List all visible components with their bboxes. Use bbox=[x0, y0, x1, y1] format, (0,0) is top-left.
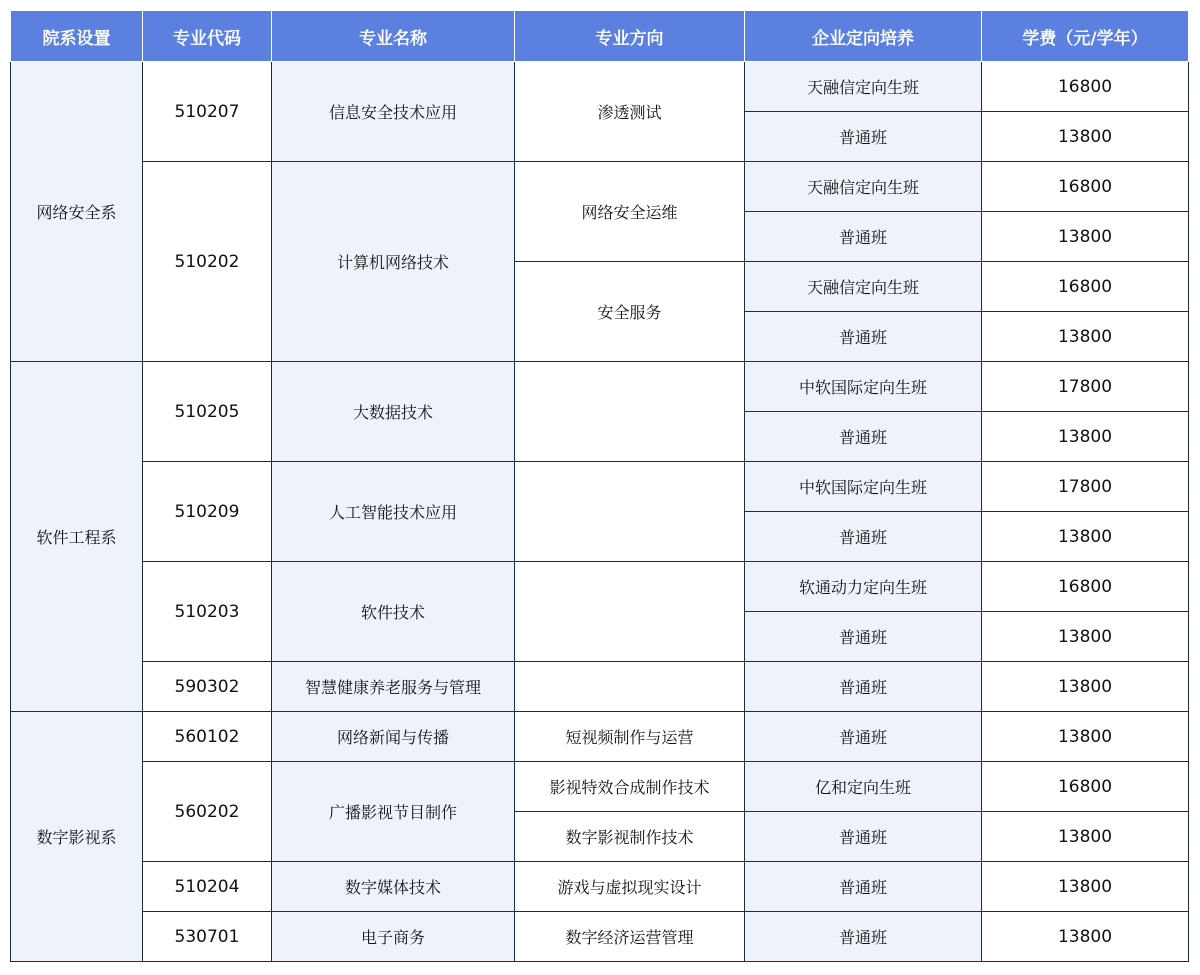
table-row bbox=[11, 162, 1189, 212]
class-cell: 天融信定向生班 bbox=[745, 162, 982, 212]
class-cell: 天融信定向生班 bbox=[745, 262, 982, 312]
direction-cell: 网络安全运维 bbox=[515, 162, 745, 262]
major-code-cell: 510209 bbox=[143, 462, 272, 562]
fee-cell: 17800 bbox=[982, 362, 1189, 412]
major-code-cell: 560202 bbox=[143, 762, 272, 862]
table-row bbox=[11, 662, 1189, 712]
fee-cell: 13800 bbox=[982, 412, 1189, 462]
header-major-code: 专业代码 bbox=[143, 11, 272, 62]
department-cell: 数字影视系 bbox=[11, 712, 143, 962]
major-name-cell: 信息安全技术应用 bbox=[272, 62, 515, 162]
major-code-cell: 510204 bbox=[143, 862, 272, 912]
fee-cell: 16800 bbox=[982, 262, 1189, 312]
class-cell: 普通班 bbox=[745, 212, 982, 262]
fee-cell: 13800 bbox=[982, 612, 1189, 662]
major-code-cell: 510207 bbox=[143, 62, 272, 162]
class-cell: 普通班 bbox=[745, 312, 982, 362]
fee-cell: 16800 bbox=[982, 62, 1189, 112]
header-row bbox=[11, 11, 1189, 62]
class-cell: 普通班 bbox=[745, 862, 982, 912]
major-name-cell: 广播影视节目制作 bbox=[272, 762, 515, 862]
major-name-cell: 智慧健康养老服务与管理 bbox=[272, 662, 515, 712]
class-cell: 中软国际定向生班 bbox=[745, 362, 982, 412]
fee-cell: 13800 bbox=[982, 862, 1189, 912]
fee-cell: 13800 bbox=[982, 912, 1189, 962]
table-row bbox=[11, 562, 1189, 612]
table-row bbox=[11, 912, 1189, 962]
class-cell: 普通班 bbox=[745, 412, 982, 462]
class-cell: 普通班 bbox=[745, 512, 982, 562]
direction-cell: 短视频制作与运营 bbox=[515, 712, 745, 762]
major-code-cell: 510203 bbox=[143, 562, 272, 662]
class-cell: 普通班 bbox=[745, 812, 982, 862]
fee-cell: 16800 bbox=[982, 562, 1189, 612]
header-tuition: 学费（元/学年） bbox=[982, 11, 1189, 62]
direction-cell-empty bbox=[515, 462, 745, 562]
major-name-cell: 数字媒体技术 bbox=[272, 862, 515, 912]
header-department: 院系设置 bbox=[11, 11, 143, 62]
fee-cell: 13800 bbox=[982, 712, 1189, 762]
class-cell: 普通班 bbox=[745, 712, 982, 762]
table-row bbox=[11, 862, 1189, 912]
major-code-cell: 510205 bbox=[143, 362, 272, 462]
major-code-cell: 530701 bbox=[143, 912, 272, 962]
fee-cell: 16800 bbox=[982, 162, 1189, 212]
fee-cell: 13800 bbox=[982, 662, 1189, 712]
tuition-table bbox=[10, 10, 1189, 962]
table-row bbox=[11, 762, 1189, 812]
class-cell: 普通班 bbox=[745, 112, 982, 162]
fee-cell: 17800 bbox=[982, 462, 1189, 512]
table-row bbox=[11, 462, 1189, 512]
class-cell: 中软国际定向生班 bbox=[745, 462, 982, 512]
major-name-cell: 网络新闻与传播 bbox=[272, 712, 515, 762]
table-row bbox=[11, 712, 1189, 762]
major-name-cell: 软件技术 bbox=[272, 562, 515, 662]
direction-cell-empty bbox=[515, 362, 745, 462]
major-name-cell: 人工智能技术应用 bbox=[272, 462, 515, 562]
department-cell: 软件工程系 bbox=[11, 362, 143, 712]
major-code-cell: 560102 bbox=[143, 712, 272, 762]
direction-cell-empty bbox=[515, 662, 745, 712]
header-direction: 专业方向 bbox=[515, 11, 745, 62]
direction-cell: 影视特效合成制作技术 bbox=[515, 762, 745, 812]
class-cell: 普通班 bbox=[745, 662, 982, 712]
class-cell: 普通班 bbox=[745, 612, 982, 662]
header-enterprise-class: 企业定向培养 bbox=[745, 11, 982, 62]
fee-cell: 16800 bbox=[982, 762, 1189, 812]
fee-cell: 13800 bbox=[982, 512, 1189, 562]
major-name-cell: 电子商务 bbox=[272, 912, 515, 962]
direction-cell: 渗透测试 bbox=[515, 62, 745, 162]
direction-cell-empty bbox=[515, 562, 745, 662]
class-cell: 天融信定向生班 bbox=[745, 62, 982, 112]
major-name-cell: 大数据技术 bbox=[272, 362, 515, 462]
department-cell: 网络安全系 bbox=[11, 62, 143, 362]
major-code-cell: 590302 bbox=[143, 662, 272, 712]
major-code-cell: 510202 bbox=[143, 162, 272, 362]
class-cell: 亿和定向生班 bbox=[745, 762, 982, 812]
direction-cell: 安全服务 bbox=[515, 262, 745, 362]
direction-cell: 数字经济运营管理 bbox=[515, 912, 745, 962]
table-row bbox=[11, 62, 1189, 112]
direction-cell: 游戏与虚拟现实设计 bbox=[515, 862, 745, 912]
direction-cell: 数字影视制作技术 bbox=[515, 812, 745, 862]
class-cell: 普通班 bbox=[745, 912, 982, 962]
class-cell: 软通动力定向生班 bbox=[745, 562, 982, 612]
fee-cell: 13800 bbox=[982, 112, 1189, 162]
major-name-cell: 计算机网络技术 bbox=[272, 162, 515, 362]
table-row bbox=[11, 362, 1189, 412]
fee-cell: 13800 bbox=[982, 212, 1189, 262]
header-major-name: 专业名称 bbox=[272, 11, 515, 62]
fee-cell: 13800 bbox=[982, 312, 1189, 362]
fee-cell: 13800 bbox=[982, 812, 1189, 862]
